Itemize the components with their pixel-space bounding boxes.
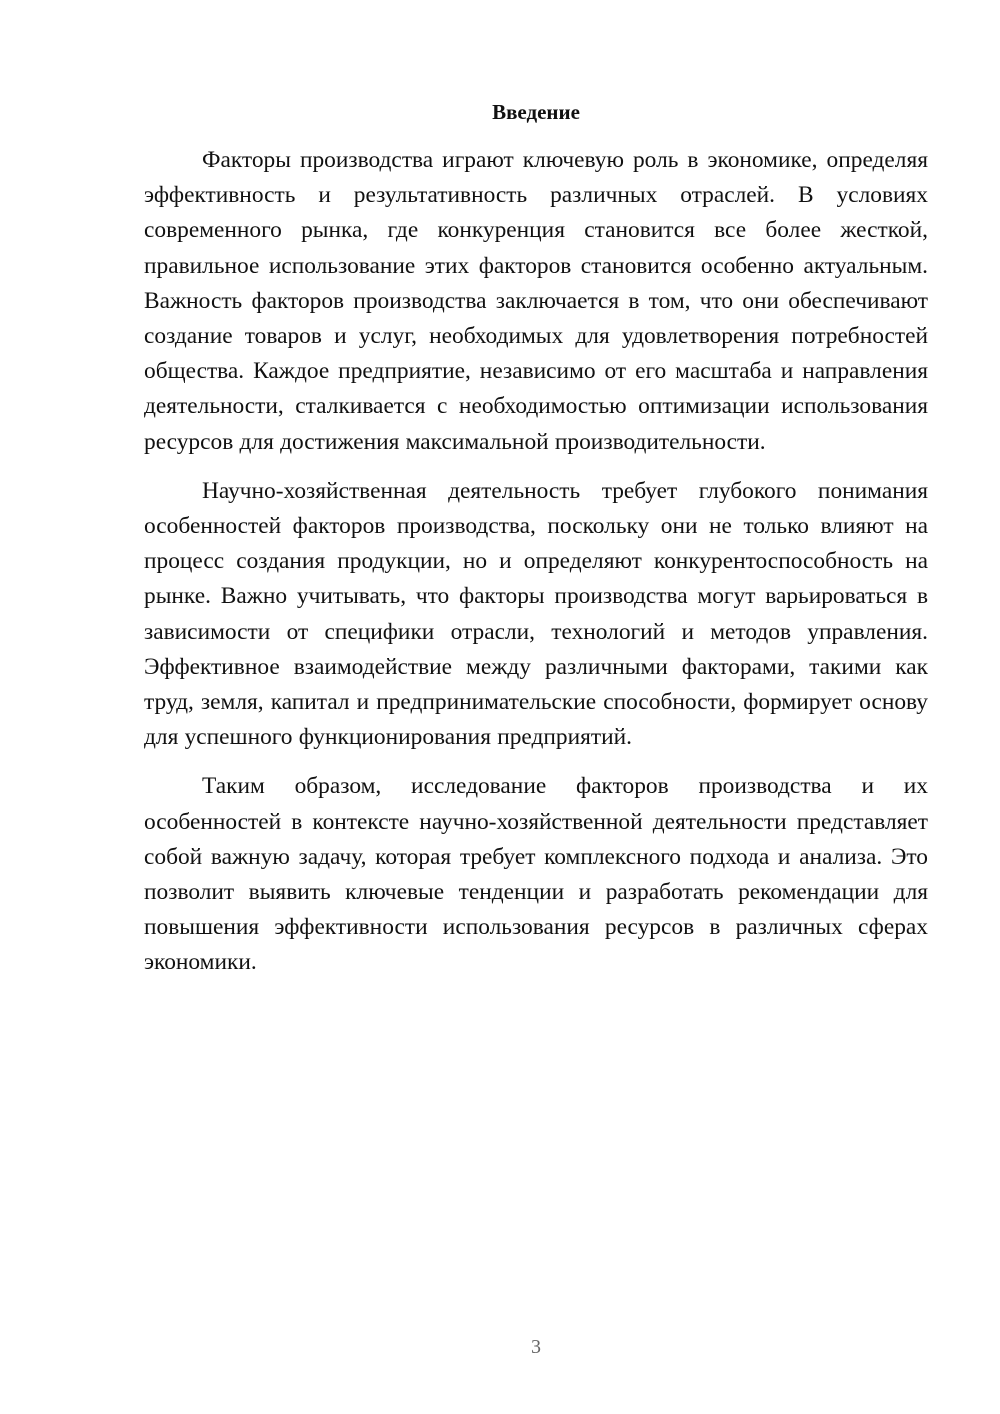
page-number: 3 xyxy=(531,1336,541,1358)
section-heading: Введение xyxy=(492,100,580,124)
paragraph-3: Таким образом, исследование факторов производства и их особенностей в контексте научно-хозяйственной деятельности представляет собой важную задачу, которая требует комплексного подхода и анализа. Это позволит выявить ключевые тенденции и разработать рекомендации для повышения эффективности использования ресурсов в различных сферах экономики. xyxy=(144,773,928,976)
body-text xyxy=(144,143,928,981)
paragraph-1: Факторы производства играют ключевую роль в экономике, определяя эффективность и результативность различных отраслей. В условиях современного рынка, где конкуренция становится все более жесткой, правильное использование этих факторов становится особенно актуальным. Важность факторов производства заключается в том, что они обеспечивают создание товаров и услуг, необходимых для удовлетворения потребностей общества. Каждое предприятие, независимо от его масштаба и направления деятельности, сталкивается с необходимостью оптимизации использования ресурсов для достижения максимальной производительности. xyxy=(144,147,928,455)
paragraph-2: Научно-хозяйственная деятельность требует глубокого понимания особенностей факторов производства, поскольку они не только влияют на процесс создания продукции, но и определяют конкурентоспособность на рынке. Важно учитывать, что факторы производства могут варьироваться в зависимости от специфики отрасли, технологий и методов управления. Эффективное взаимодействие между различными факторами, такими как труд, земля, капитал и предпринимательские способности, формирует основу для успешного функционирования предприятий. xyxy=(144,477,928,751)
